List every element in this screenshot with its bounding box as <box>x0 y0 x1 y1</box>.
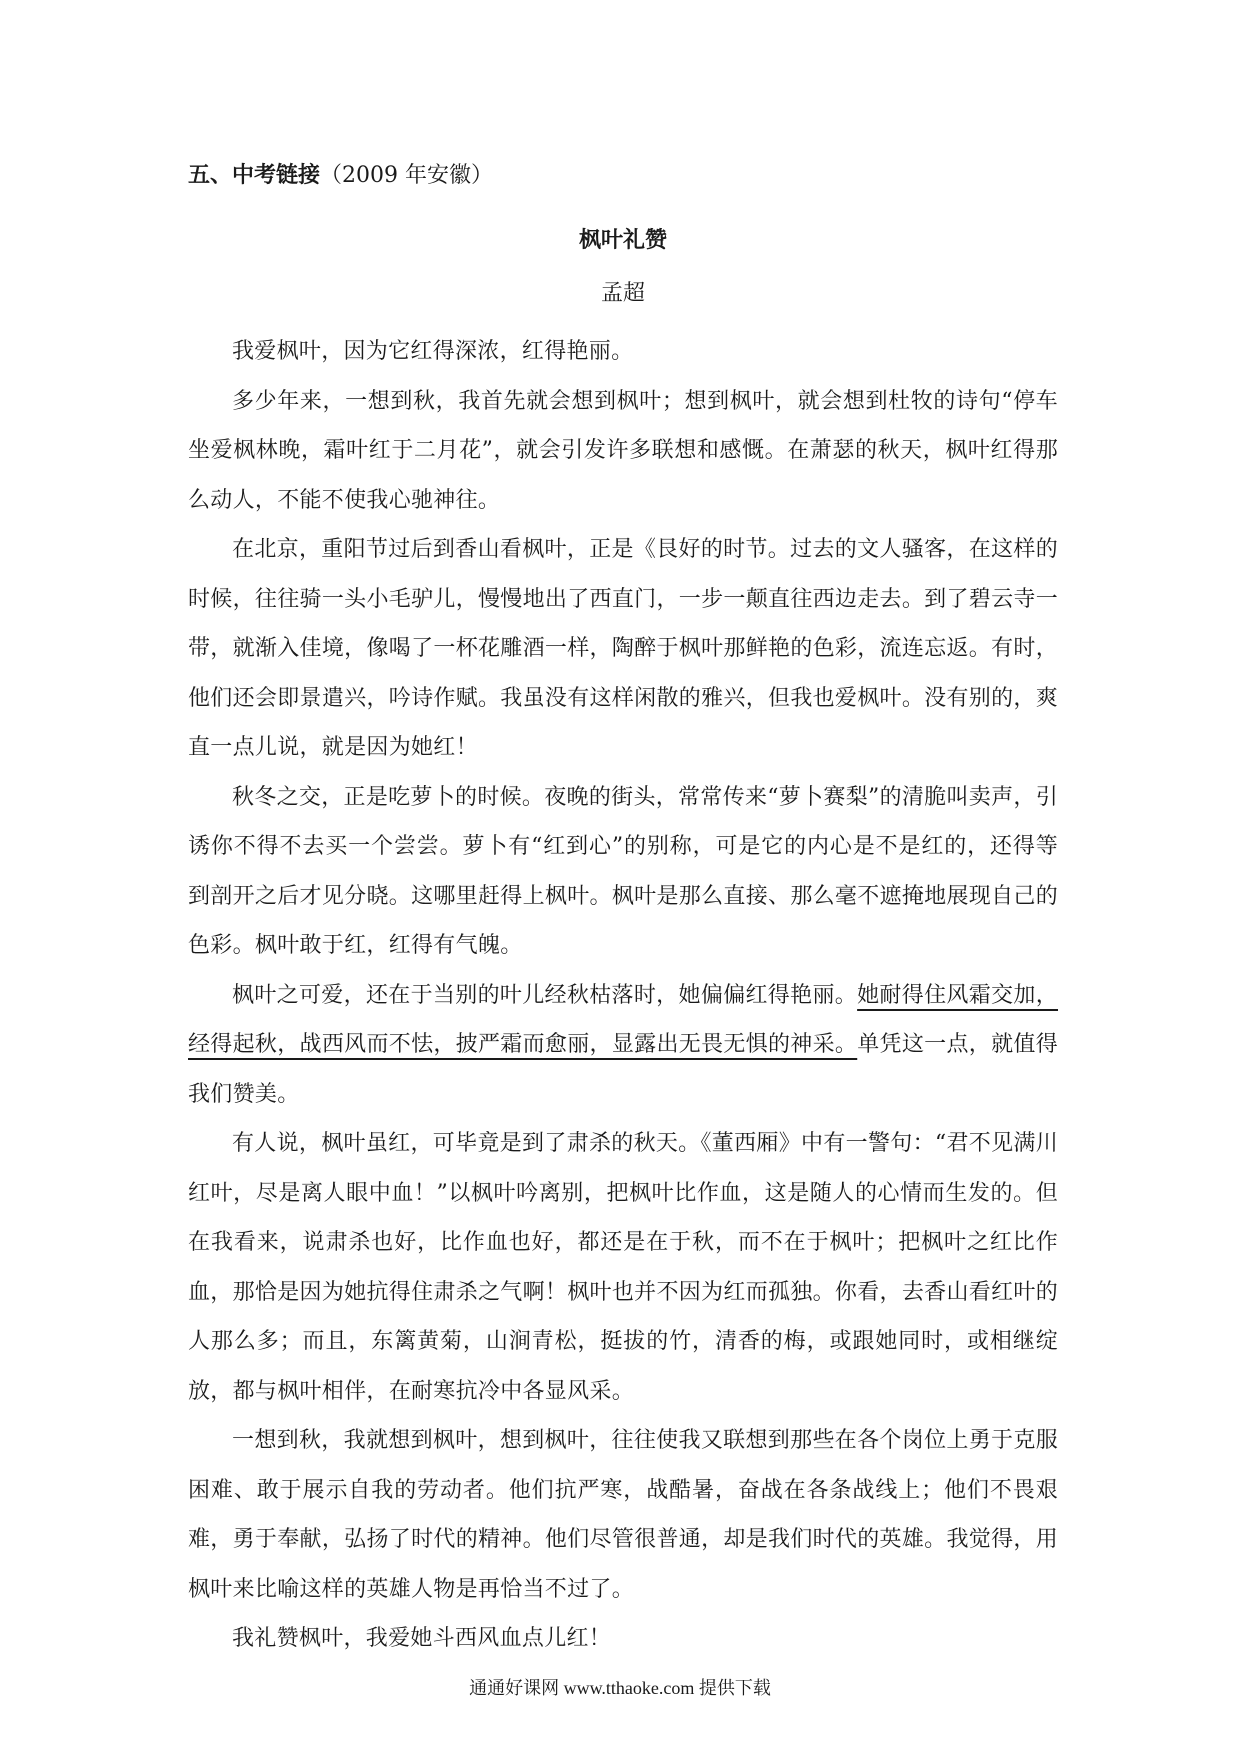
paragraph-6: 有人说，枫叶虽红，可毕竟是到了肃杀的秋天。《董西厢》中有一警句：“君不见满川红叶，尽是离人眼中血！”以枫叶吟离别，把枫叶比作血，这是随人的心情而生发的。但在我看来，说肃杀也好，比作血也好，都还是在于秋，而不在于枫叶；把枫叶之红比作血，那恰是因为她抗得住肃杀之气啊！枫叶也并不因为红而孤独。你看，去香山看红叶的人那么多；而且，东篱黄菊，山涧青松，挺拔的竹，清香的梅，或跟她同时，或相继绽放，都与枫叶相伴，在耐寒抗冷中各显风采。 <box>188 1131 1058 1404</box>
article-body <box>188 327 1058 1664</box>
paragraph-5 <box>188 971 1058 1120</box>
paragraph-1: 我爱枫叶，因为它红得深浓，红得艳丽。 <box>232 339 634 364</box>
paragraph-8: 我礼赞枫叶，我爱她斗西风血点儿红！ <box>232 1626 612 1651</box>
paragraph-2: 多少年来，一想到秋，我首先就会想到枫叶；想到枫叶，就会想到杜牧的诗句“停车坐爱枫林晚，霜叶红于二月花”，就会引发许多联想和感慨。在萧瑟的秋天，枫叶红得那么动人，不能不使我心驰神往。 <box>188 388 1058 513</box>
document-page <box>188 160 1058 1664</box>
section-note: （2009 年安徽） <box>320 163 493 188</box>
article-author: 孟超 <box>600 281 645 306</box>
section-label: 五、中考链接 <box>188 162 321 188</box>
article-title: 枫叶礼赞 <box>578 227 667 253</box>
underlined-sentence: 她耐得住风霜交加，经得起秋，战西风而不怯，披严霜而愈丽，显露出无畏无惧的神采。 <box>188 982 1059 1057</box>
paragraph-5-lead: 枫叶之可爱，还在于当别的叶儿经秋枯落时，她偏偏红得艳丽。 <box>232 982 858 1008</box>
paragraph-3: 在北京，重阳节过后到香山看枫叶，正是《艮好的时节。过去的文人骚客，在这样的时候，往往骑一头小毛驴儿，慢慢地出了西直门，一步一颠直往西边走去。到了碧云寺一带，就渐入佳境，像喝了一杯花雕酒一样，陶醉于枫叶那鲜艳的色彩，流连忘返。有时，他们还会即景遣兴，吟诗作赋。我虽没有这样闲散的雅兴，但我也爱枫叶。没有别的，爽直一点儿说，就是因为她红！ <box>188 537 1058 760</box>
paragraph-4: 秋冬之交，正是吃萝卜的时候。夜晚的街头，常常传来“萝卜赛梨”的清脆叫卖声，引诱你不得不去买一个尝尝。萝卜有“红到心”的别称，可是它的内心是不是红的，还得等到剖开之后才见分晓。这哪里赶得上枫叶。枫叶是那么直接、那么毫不遮掩地展现自己的色彩。枫叶敢于红，红得有气魄。 <box>188 784 1058 958</box>
section-heading <box>188 160 1058 191</box>
paragraph-7: 一想到秋，我就想到枫叶，想到枫叶，往往使我又联想到那些在各个岗位上勇于克服困难、敢于展示自我的劳动者。他们抗严寒，战酷暑，奋战在各条战线上；他们不畏艰难，勇于奉献，弘扬了时代的精神。他们尽管很普通，却是我们时代的英雄。我觉得，用枫叶来比喻这样的英雄人物是再恰当不过了。 <box>188 1428 1058 1602</box>
paragraph-5-tail: 单凭这一点，就值得我们赞美。 <box>188 1032 1058 1107</box>
page-footer: 通通好课网 www.tthaoke.com 提供下载 <box>469 1678 771 1698</box>
